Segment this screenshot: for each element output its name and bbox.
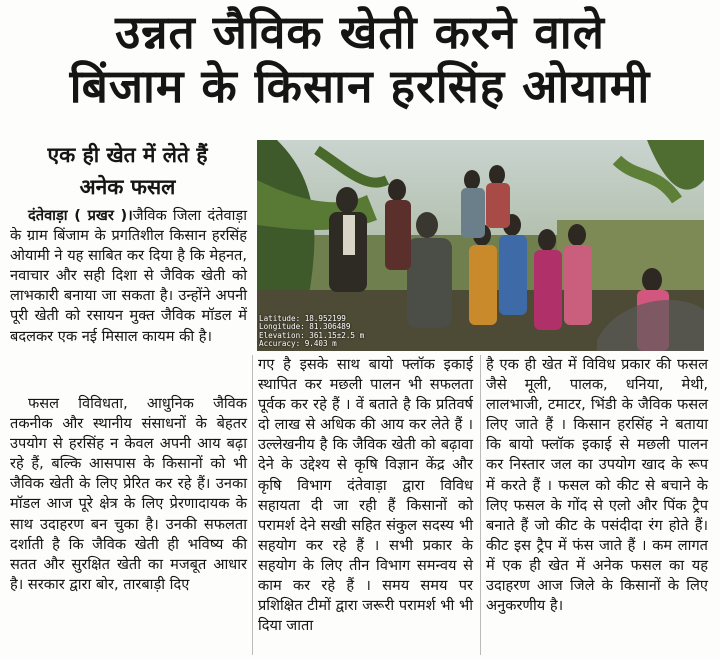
gps-longitude: Longitude: 81.306489 [259, 322, 351, 332]
dateline: दंतेवाड़ा ( प्रखर )। [28, 207, 133, 224]
column-divider [252, 355, 253, 655]
gps-elevation: Elevation: 361.15±2.5 m [259, 330, 365, 340]
gps-accuracy: Accuracy: 9.403 m [259, 339, 337, 349]
subheadline-line-1: एक ही खेत में लेते हैं [47, 143, 208, 167]
paragraph-2: फसल विविधता, आधुनिक जैविक तकनीक और स्थानीय संसाधनों के बेहतर उपयोग से हरसिंह न केवल अपनी आय बढ़ा रहे हैं, बल्कि आसपास के किसानों को भी जैविक खेती के लिए प्रेरित कर रहे हैं। उनका मॉडल आज पूरे क्षेत्र के लिए प्रेरणादायक के साथ उदाहरण बन चुका है। उनकी सफलता दर्शाती है कि जैविक खेती ही भविष्य की सतत और सुरक्षित खेती का मजबूत आधार है। सरकार द्वारा बोर, तारबाड़ी दिए [10, 395, 247, 593]
headline-line-1: उन्नत जैविक खेती करने वाले [115, 5, 605, 59]
article-column-3: है एक ही खेत में विविध प्रकार की फसल जैसे मूली, पालक, धनिया, मेथी, लालभाजी, टमाटर, भिंडी के जैविक फसल लिए जाते हैं । किसान हरसिंह ने बताया कि बायो फ्लॉक इकाई से मछली पालन कर निस्तार जल का उपयोग खाद के रूप में करते हैं । फसल को कीट से बचाने के लिए फसल के गोंद से एलो और पिंक ट्रैप बनाते हैं जो कीट के पसंदीदा रंग होते हैं। कीट इस ट्रैप में फंस जाते हैं । कम लागत में एक ही खेत में अनेक फसल का यह उदाहरण आज जिले के किसानों के लिए अनुकरणीय है। [486, 356, 708, 615]
article-column-1-top [10, 206, 247, 347]
column-divider [480, 355, 481, 655]
gps-overlay [259, 315, 364, 349]
headline-line-2: बिंजाम के किसान हरसिंह ओयामी [69, 59, 651, 113]
paragraph-1: जैविक जिला दंतेवाड़ा के ग्राम बिंजाम के प्रगतिशील किसान हरसिंह ओयामी ने यह साबित कर दिया है कि मेहनत, नवाचार और सही दिशा से जैविक खेती को लाभकारी बनाया जा सकता है। उन्होंने अपनी पूरी खेती को रसायन मुक्त जैविक मॉडल में बदलकर एक नई मिसाल कायम की है। [10, 207, 248, 345]
article-column-2: गए है इसके साथ बायो फ्लॉक इकाई स्थापित कर मछली पालन भी सफलता पूर्वक कर रहे हैं । वें बताते है कि प्रतिवर्ष दो लाख से अधिक की आय कर लेते हैं । उल्लेखनीय है कि जैविक खेती को बढ़ावा देने के उद्देश्य से कृषि विज्ञान केंद्र और कृषि विभाग दंतेवाड़ा द्वारा विविध सहायता दी जा रही हैं किसानों को परामर्श देने सखी सहित संकुल सदस्य भी सहयोग कर रहे हैं । सभी प्रकार के सहयोग के लिए तीन विभाग समन्वय से काम कर रहे हैं । समय समय पर प्रशिक्षित टीमों द्वारा जरूरी परामर्श भी भी दिया जाता [258, 356, 473, 635]
article-column-1-bottom [10, 394, 247, 595]
gps-latitude: Latitude: 18.952199 [259, 313, 346, 323]
news-photo [257, 140, 704, 351]
subheadline-line-2: अनेक फसल [79, 175, 176, 199]
